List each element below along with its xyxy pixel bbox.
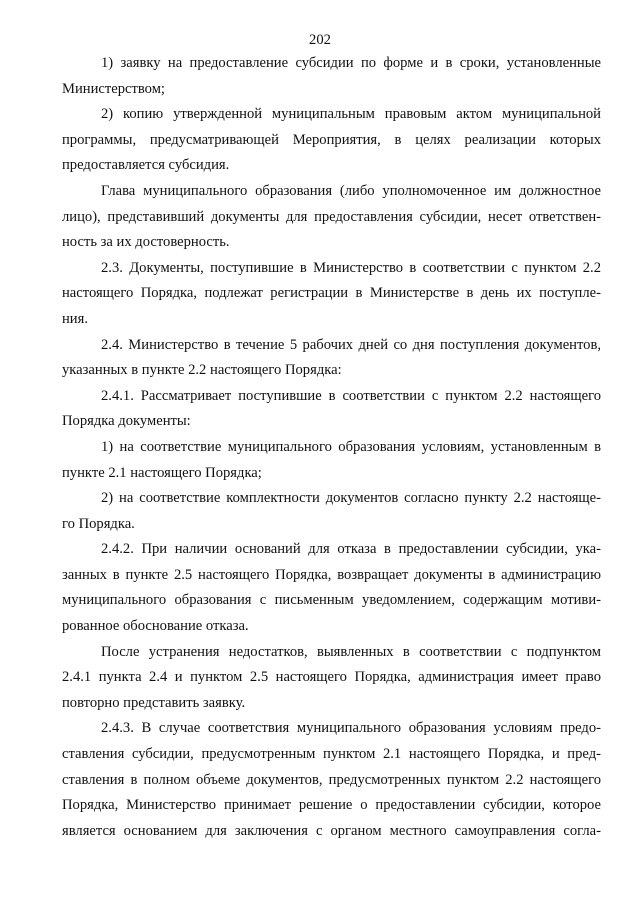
paragraph <box>62 102 601 179</box>
text-line: 2.4.1. Рассматривает поступившие в соответствии с пунктом 2.2 настоящего <box>101 387 601 404</box>
text-line: ставления в полном объеме документов, предусмотренных пунктом 2.2 настоящего <box>62 771 601 788</box>
paragraph <box>62 256 601 333</box>
text-line: 1) на соответствие муниципального образования условиям, установленным в <box>101 438 601 455</box>
text-line: является основанием для заключения с органом местного самоуправления согла- <box>62 822 601 839</box>
page-number: 202 <box>309 32 331 48</box>
text-line: 1) заявку на предоставление субсидии по форме и в сроки, установленные <box>101 55 601 71</box>
text-line: занных в пункте 2.5 настоящего Порядка, возвращает документы в администрацию <box>62 566 601 583</box>
text-line: предоставляется субсидия. <box>62 157 230 174</box>
text-line: 2.4.3. В случае соответствия муниципального образования условиям предо- <box>101 720 601 737</box>
text-line: Порядка документы: <box>62 413 191 430</box>
text-line: указанных в пункте 2.2 настоящего Порядка: <box>62 362 342 379</box>
paragraph <box>62 179 601 256</box>
text-line: 2.4. Министерство в течение 5 рабочих дней со дня поступления документов, <box>101 336 601 353</box>
text-line: Порядка, Министерство принимает решение о предоставлении субсидии, которое <box>62 797 601 814</box>
text-line: 2.4.2. При наличии оснований для отказа в предоставлении субсидии, ука- <box>101 541 601 558</box>
text-line: программы, предусматривающей Мероприятия, в целях реализации которых <box>62 131 601 148</box>
text-line: Министерством; <box>62 80 165 97</box>
paragraph <box>62 486 601 537</box>
text-line: повторно представить заявку. <box>62 694 246 711</box>
paragraph <box>62 435 601 486</box>
text-line: 2) копию утвержденной муниципальным правовым актом муниципальной <box>101 106 601 123</box>
text-line: ния. <box>62 310 88 327</box>
paragraph <box>62 51 601 102</box>
text-line: пункте 2.1 настоящего Порядка; <box>62 464 262 481</box>
paragraph <box>62 537 601 639</box>
text-line: ность за их достоверность. <box>62 234 230 251</box>
text-line: 2.4.1 пункта 2.4 и пунктом 2.5 настоящего Порядка, администрация имеет право <box>62 669 601 686</box>
paragraph <box>62 640 601 717</box>
paragraph <box>62 384 601 435</box>
text-line: ставления субсидии, предусмотренным пунктом 2.1 настоящего Порядка, и пред- <box>62 746 601 763</box>
text-line: Глава муниципального образования (либо уполномоченное им должностное <box>101 182 601 199</box>
paragraph <box>62 333 601 384</box>
document-body <box>62 51 601 844</box>
text-line: настоящего Порядка, подлежат регистрации в Министерстве в день их поступле- <box>62 285 601 302</box>
paragraph <box>62 716 601 844</box>
text-line: рованное обоснование отказа. <box>62 618 249 635</box>
text-line: 2.3. Документы, поступившие в Министерство в соответствии с пунктом 2.2 <box>101 259 601 276</box>
text-line: муниципального образования с письменным уведомлением, содержащим мотиви- <box>62 592 601 609</box>
text-line: После устранения недостатков, выявленных в соответствии с подпунктом <box>101 643 601 660</box>
text-line: го Порядка. <box>62 515 135 532</box>
text-line: лицо), представивший документы для предоставления субсидии, несет ответствен- <box>62 208 601 225</box>
text-line: 2) на соответствие комплектности документов согласно пункту 2.2 настояще- <box>101 490 601 507</box>
